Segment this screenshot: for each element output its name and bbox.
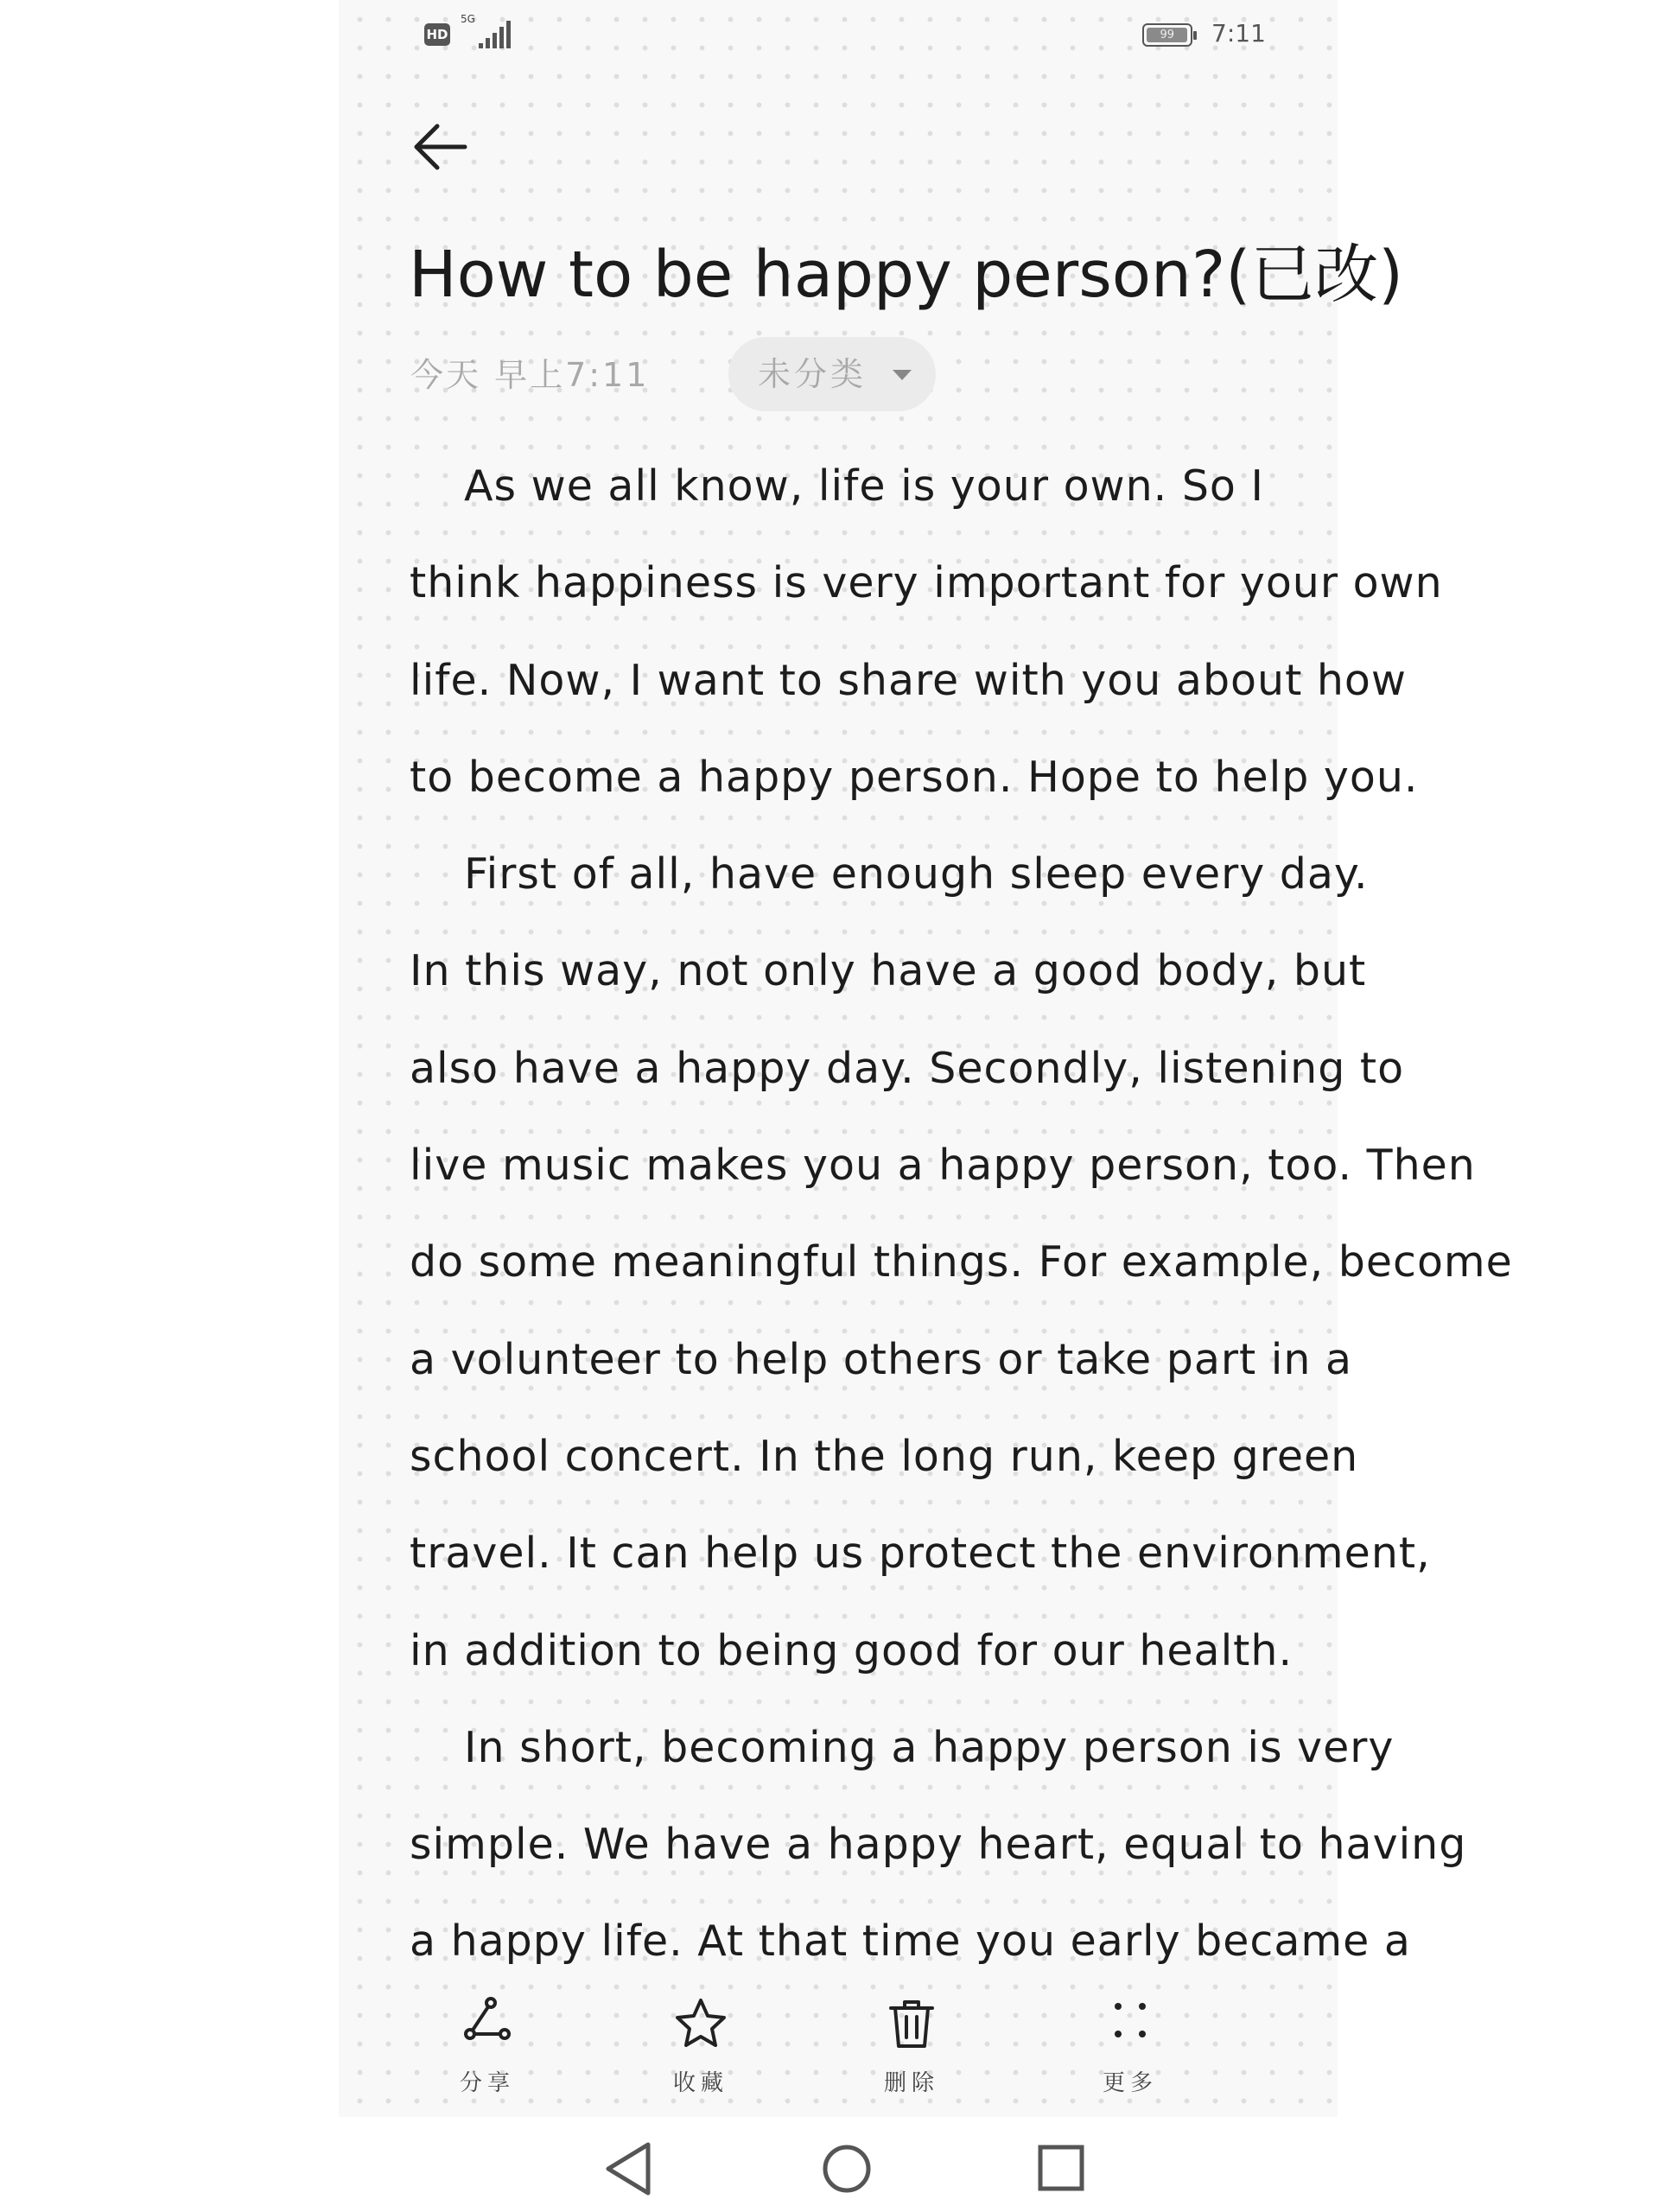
chevron-down-icon (891, 368, 913, 382)
note-line: do some meaningful things. For example, become (410, 1237, 1513, 1287)
more-label: 更多 (1102, 2070, 1158, 2096)
signal-icon (479, 21, 513, 48)
note-line: simple. We have a happy heart, equal to having (410, 1820, 1467, 1870)
note-line: In short, becoming a happy person is very (464, 1722, 1395, 1772)
network-type: 5G (461, 13, 475, 25)
system-navigation-bar (0, 2134, 1659, 2212)
more-button[interactable] (1052, 1979, 1208, 2117)
delete-button[interactable] (834, 1979, 989, 2117)
note-line: to become a happy person. Hope to help you. (410, 752, 1419, 802)
back-arrow-icon (408, 112, 477, 181)
share-label: 分享 (459, 2070, 515, 2096)
delete-label: 删除 (883, 2070, 939, 2096)
share-button[interactable] (410, 1979, 565, 2117)
note-line: school concert. In the long run, keep green (410, 1431, 1359, 1481)
note-line: live music makes you a happy person, too. Then (410, 1141, 1476, 1191)
share-icon (460, 1996, 515, 2051)
battery-level: 99 (1147, 28, 1187, 42)
note-line: In this way, not only have a good body, but (410, 946, 1367, 996)
note-title[interactable]: How to be happy person?(已改) (409, 238, 1403, 312)
note-line: life. Now, I want to share with you about how (410, 655, 1407, 705)
note-line: in addition to being good for our health. (410, 1625, 1294, 1675)
battery-icon (1142, 23, 1192, 47)
note-screen (339, 0, 1513, 2117)
note-line: As we all know, life is your own. So I (464, 461, 1264, 511)
hd-badge: HD (424, 23, 450, 46)
note-line: also have a happy day. Secondly, listening to (410, 1043, 1405, 1093)
note-line: think happiness is very important for your own (410, 558, 1443, 608)
status-bar (339, 0, 1338, 60)
bottom-toolbar (339, 1979, 1338, 2117)
favorite-button[interactable] (623, 1979, 779, 2117)
trash-icon (884, 1996, 939, 2051)
category-label: 未分类 (758, 355, 868, 393)
back-button[interactable] (408, 112, 477, 181)
nav-home-icon[interactable] (812, 2134, 881, 2203)
nav-back-icon[interactable] (596, 2134, 665, 2203)
note-line: a volunteer to help others or take part in a (410, 1334, 1353, 1384)
star-icon (673, 1996, 728, 2051)
note-body[interactable] (410, 448, 1513, 2000)
more-dots-icon (1103, 1996, 1158, 2051)
favorite-label: 收藏 (672, 2070, 728, 2096)
note-line: First of all, have enough sleep every day. (464, 849, 1369, 899)
status-time: 7:11 (1211, 19, 1266, 48)
note-line: a happy life. At that time you early became a (410, 1916, 1411, 1967)
note-date: 今天 早上7:11 (410, 356, 650, 394)
nav-recents-icon[interactable] (1027, 2134, 1096, 2203)
category-dropdown[interactable] (728, 337, 936, 411)
note-line: travel. It can help us protect the environment, (410, 1529, 1431, 1579)
